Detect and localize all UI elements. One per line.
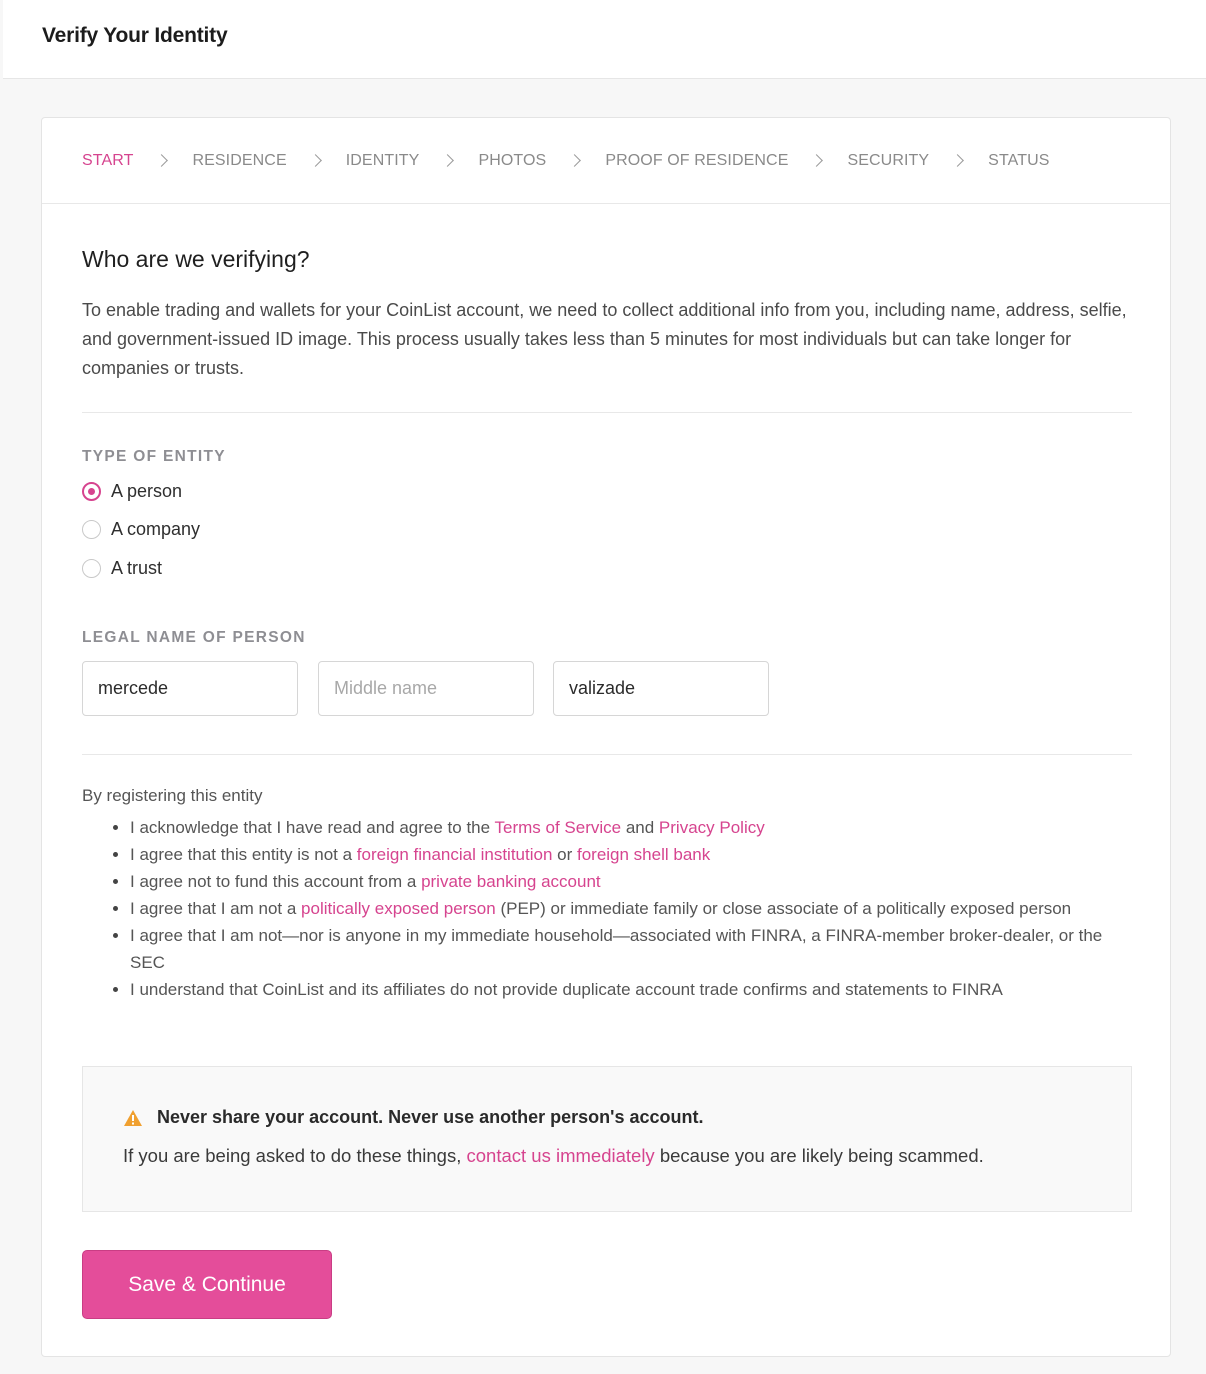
radio-option-person[interactable] [82,481,182,502]
step-start[interactable]: START [82,151,134,169]
radio-label: A company [111,519,201,539]
chevron-right-icon [811,154,824,167]
privacy-policy-link[interactable]: Privacy Policy [658,818,765,837]
radio-label: A person [111,481,183,501]
top-bar [3,0,1206,79]
warning-icon [123,1109,143,1127]
agreement-text: I agree that I am not—nor is anyone in my immediate household—associated with FINRA, a FINRA-member broker-dealer, or the SEC [130,926,1103,972]
chevron-right-icon [568,154,581,167]
agreement-text: I acknowledge that I have read and agree to the [130,818,495,837]
divider [82,754,1132,755]
chevron-right-icon [951,154,964,167]
agreement-list [130,814,1130,1003]
warning-title [123,1107,703,1128]
warning-box [82,1066,1132,1212]
radio-checked-icon[interactable] [82,482,101,501]
agreement-item [130,868,1130,895]
step-identity[interactable]: IDENTITY [345,151,420,169]
private-banking-account-link[interactable]: private banking account [421,872,601,891]
agreement-intro: By registering this entity [82,786,263,805]
agreement-item [130,814,1130,841]
intro-text: To enable trading and wallets for your CoinList account, we need to collect additional info from you, including name, address, selfie, and government-issued ID image. This process usually takes less than 5 minutes for most individuals but can take longer for companies or trusts. [82,300,1127,378]
foreign-shell-bank-link[interactable]: foreign shell bank [576,845,711,864]
page-title: Verify Your Identity [42,24,228,47]
radio-option-company[interactable] [82,519,200,540]
agreement-text: (PEP) or immediate family or close associate of a politically exposed person [495,899,1072,918]
contact-us-link[interactable]: contact us immediately [466,1145,655,1166]
last-name-input[interactable] [553,661,769,716]
chevron-right-icon [156,154,169,167]
politically-exposed-person-link[interactable]: politically exposed person [301,899,496,918]
radio-label: A trust [111,558,163,578]
entity-type-label: TYPE OF ENTITY [82,448,226,465]
agreement-text: I agree that I am not a [130,899,302,918]
step-residence[interactable]: RESIDENCE [192,151,287,169]
agreement-text: and [621,818,659,837]
warning-text [123,1145,984,1167]
agreement-text: I agree not to fund this account from a [130,872,422,891]
terms-of-service-link[interactable]: Terms of Service [494,818,622,837]
chevron-right-icon [309,154,322,167]
radio-option-trust[interactable] [82,558,162,579]
radio-unchecked-icon[interactable] [82,520,101,539]
step-progress [42,118,1170,204]
agreement-text: or [552,845,577,864]
step-proof-of-residence[interactable]: PROOF OF RESIDENCE [605,151,789,169]
warning-text-pre: If you are being asked to do these things, [123,1145,467,1166]
step-security[interactable]: SECURITY [847,151,930,169]
verification-card [41,117,1171,1357]
radio-unchecked-icon[interactable] [82,559,101,578]
agreement-text: I understand that CoinList and its affiliates do not provide duplicate account trade confirms and statements to FINRA [130,980,1003,999]
agreement-item [130,841,1130,868]
agreement-text: I agree that this entity is not a [130,845,357,864]
question-title: Who are we verifying? [82,246,310,272]
agreement-item [130,895,1130,922]
save-continue-button[interactable]: Save & Continue [82,1250,332,1319]
warning-text-post: because you are likely being scammed. [654,1145,984,1166]
foreign-financial-institution-link[interactable]: foreign financial institution [356,845,553,864]
divider [82,412,1132,413]
middle-name-input[interactable] [318,661,534,716]
agreement-item [130,976,1130,1003]
agreement-item [130,922,1130,976]
step-photos[interactable]: PHOTOS [478,151,547,169]
step-status[interactable]: STATUS [988,151,1050,169]
chevron-right-icon [442,154,455,167]
first-name-input[interactable] [82,661,298,716]
legal-name-label: LEGAL NAME OF PERSON [82,629,306,646]
warning-title-text: Never share your account. Never use another person's account. [157,1107,704,1127]
